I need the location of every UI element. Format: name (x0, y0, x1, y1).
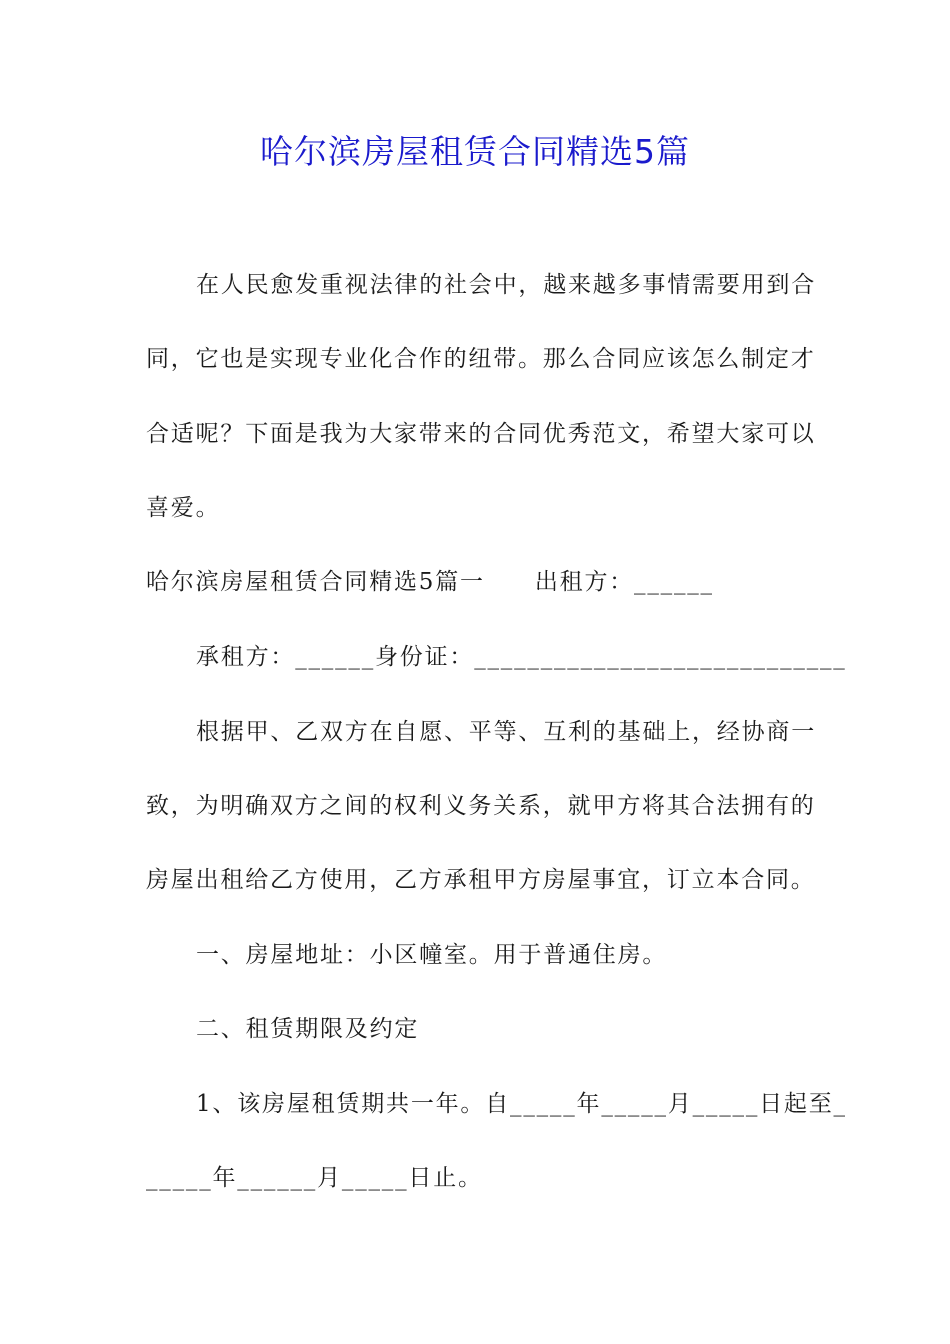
intro-line-1: 在人民愈发重视法律的社会中，越来越多事情需要用到合 (196, 272, 816, 298)
clause-2-1-line-2: _____年______月_____日止。 (146, 1165, 483, 1191)
intro-line-3: 合适呢？下面是我为大家带来的合同优秀范文，希望大家可以 (146, 421, 816, 447)
basis-line-3: 房屋出租给乙方使用，乙方承租甲方房屋事宜，订立本合同。 (146, 867, 816, 893)
intro-line-4: 喜爱。 (146, 495, 221, 521)
lessee-field: 承租方：______身份证：____________________________ (196, 644, 847, 670)
section-heading: 哈尔滨房屋租赁合同精选5篇一 (146, 569, 485, 595)
lessor-field: 出租方：______ (534, 569, 714, 595)
clause-2-1-line-1: 1、该房屋租赁期共一年。自_____年_____月_____日起至_ (196, 1091, 847, 1117)
basis-line-1: 根据甲、乙双方在自愿、平等、互利的基础上，经协商一 (196, 719, 816, 745)
document-title: 哈尔滨房屋租赁合同精选5篇 (260, 132, 690, 171)
clause-1: 一、房屋地址：小区幢室。用于普通住房。 (196, 942, 668, 968)
section-heading-line (146, 564, 816, 600)
intro-line-2: 同，它也是实现专业化合作的纽带。那么合同应该怎么制定才 (146, 346, 816, 372)
clause-2-heading: 二、租赁期限及约定 (196, 1016, 420, 1042)
basis-line-2: 致，为明确双方之间的权利义务关系，就甲方将其合法拥有的 (146, 793, 816, 819)
